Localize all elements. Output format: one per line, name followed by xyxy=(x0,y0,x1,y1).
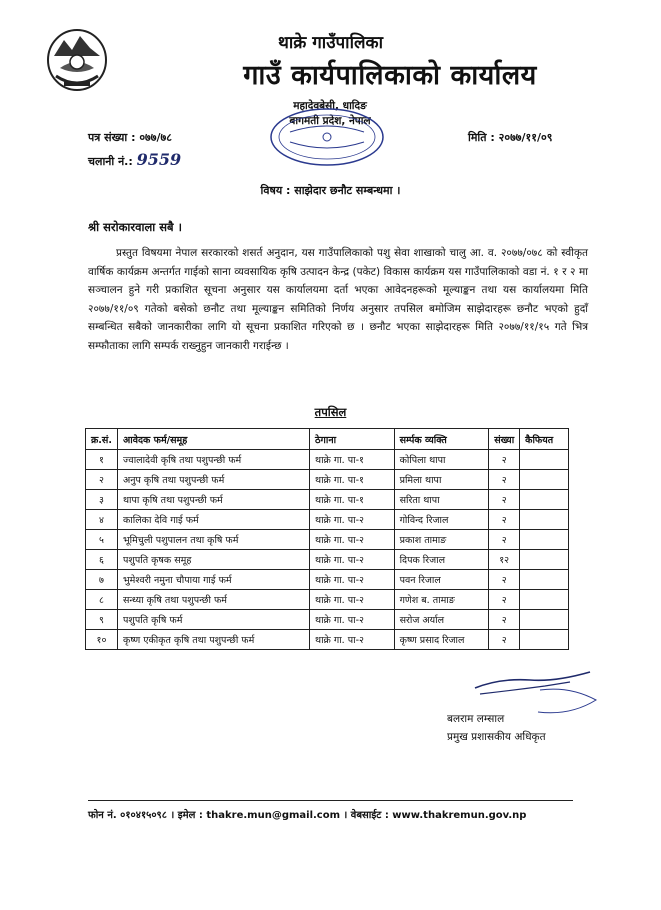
letter-no-label: पत्र संख्या : xyxy=(88,131,136,144)
cell-address: थाक्रे गा. पा-२ xyxy=(310,630,395,650)
table-row xyxy=(86,470,569,490)
header-contact: सर्म्पक व्यक्ति xyxy=(394,429,489,450)
cell-serial: ८ xyxy=(86,590,118,610)
cell-contact: सरिता थापा xyxy=(394,490,489,510)
cell-count: २ xyxy=(489,630,520,650)
table-row xyxy=(86,590,569,610)
cell-applicant: भूमिचुली पशुपालन तथा कृषि फर्म xyxy=(117,530,309,550)
cell-count: १२ xyxy=(489,550,520,570)
header-applicant: आवेदक फर्म/समूह xyxy=(117,429,309,450)
table-title: तपसिल xyxy=(314,405,347,419)
cell-remarks xyxy=(520,550,569,570)
cell-applicant: पशुपति कृषि फर्म xyxy=(117,610,309,630)
cell-contact: दिपक रिजाल xyxy=(394,550,489,570)
address-line-1: महादेवबेसी, धादिङ xyxy=(293,100,367,112)
cell-address: थाक्रे गा. पा-१ xyxy=(310,450,395,470)
cell-applicant: अनुप कृषि तथा पशुपन्छी फर्म xyxy=(117,470,309,490)
cell-applicant: ज्वालादेवी कृषि तथा पशुपन्छी फर्म xyxy=(117,450,309,470)
cell-serial: ५ xyxy=(86,530,118,550)
table-row xyxy=(86,630,569,650)
dispatch-no-label: चलानी नं.: xyxy=(88,155,133,168)
cell-remarks xyxy=(520,530,569,550)
cell-address: थाक्रे गा. पा-१ xyxy=(310,490,395,510)
cell-count: २ xyxy=(489,530,520,550)
cell-contact: पवन रिजाल xyxy=(394,570,489,590)
dispatch-no-value: 9559 xyxy=(136,150,182,169)
header-count: संख्या xyxy=(489,429,520,450)
date-label: मिति : xyxy=(468,131,495,144)
cell-remarks xyxy=(520,630,569,650)
table-row xyxy=(86,550,569,570)
footer-contact: फोन नं. ०१०४१५०९८ । इमेल : thakre.mun@gmail.com । वेबसाईट : www.thakremun.gov.np xyxy=(88,810,527,821)
table-row xyxy=(86,510,569,530)
cell-applicant: भुमेश्वरी नमुना चौपाया गाई फर्म xyxy=(117,570,309,590)
cell-contact: गोविन्द रिजाल xyxy=(394,510,489,530)
cell-count: २ xyxy=(489,450,520,470)
date-value: २०७७/११/०९ xyxy=(498,131,553,144)
cell-serial: ६ xyxy=(86,550,118,570)
cell-remarks xyxy=(520,610,569,630)
cell-address: थाक्रे गा. पा-२ xyxy=(310,530,395,550)
cell-applicant: पशुपति कृषक समूह xyxy=(117,550,309,570)
table-row xyxy=(86,610,569,630)
cell-contact: कोपिला थापा xyxy=(394,450,489,470)
table-row xyxy=(86,450,569,470)
salutation: श्री सरोकारवाला सबै । xyxy=(88,220,182,234)
cell-count: २ xyxy=(489,610,520,630)
cell-remarks xyxy=(520,470,569,490)
office-stamp xyxy=(268,106,386,168)
table-row xyxy=(86,490,569,510)
cell-remarks xyxy=(520,450,569,470)
cell-contact: प्रमिला थापा xyxy=(394,470,489,490)
cell-contact: सरोज अर्याल xyxy=(394,610,489,630)
cell-serial: ७ xyxy=(86,570,118,590)
header-remarks: कैफियत xyxy=(520,429,569,450)
signatory-name: बलराम लम्साल xyxy=(447,713,505,725)
cell-remarks xyxy=(520,570,569,590)
address-line-2: बागमती प्रदेश, नेपाल xyxy=(289,115,371,127)
cell-remarks xyxy=(520,490,569,510)
cell-address: थाक्रे गा. पा-१ xyxy=(310,470,395,490)
cell-serial: १० xyxy=(86,630,118,650)
cell-serial: १ xyxy=(86,450,118,470)
cell-applicant: कालिका देवि गाई फर्म xyxy=(117,510,309,530)
cell-count: २ xyxy=(489,570,520,590)
applicant-table xyxy=(85,428,569,650)
cell-address: थाक्रे गा. पा-२ xyxy=(310,610,395,630)
cell-remarks xyxy=(520,590,569,610)
cell-count: २ xyxy=(489,490,520,510)
letter-no-value: ०७७/७८ xyxy=(139,131,172,144)
cell-contact: कृष्ण प्रसाद रिजाल xyxy=(394,630,489,650)
subject-line: विषय : साझेदार छनौट सम्बन्धमा । xyxy=(260,184,401,197)
cell-count: २ xyxy=(489,590,520,610)
cell-contact: प्रकाश तामाङ xyxy=(394,530,489,550)
cell-serial: ३ xyxy=(86,490,118,510)
cell-address: थाक्रे गा. पा-२ xyxy=(310,570,395,590)
cell-contact: गणेश ब. तामाङ xyxy=(394,590,489,610)
header-serial: क्र.सं. xyxy=(86,429,118,450)
body-paragraph: प्रस्तुत विषयमा नेपाल सरकारको शसर्त अनुदान, यस गाउँपालिकाको पशु सेवा शाखाको चालु आ. व. २०७७/०७८ को स्वीकृत वार्षिक कार्यक्रम अन्तर्गत गाईको साना व्यवसायिक कृषि उत्पादन केन्द्र (पकेट) विकास कार्यक्रम यस गाउँपालिकाको वडा नं. १ र २ मा सञ्चालन हुने गरी प्रकाशित सूचना अनुसार यस कार्यालयमा दर्ता भएका आवेदनहरूको मूल्याङ्कन तथा यस कार्यालयमा मिति २०७७/११/०९ गतेको बसेको छनौट तथा मूल्याङ्कन समितिको निर्णय अनुसार तपसिल बमोजिम साझेदारहरू छनौट भएको हुदाँ सम्बन्धित सबैको जानकारीका लागि यो सूचना प्रकाशित गरिएको छ । छनौट भएका साझेदारहरू मिति २०७७/११/१५ गते भित्र सम्फौताका लागि सम्पर्क राख्नुहुन जानकारी गराईन्छ । xyxy=(88,247,588,352)
cell-remarks xyxy=(520,510,569,530)
table-header-row xyxy=(86,429,569,450)
cell-count: २ xyxy=(489,510,520,530)
signatory-title: प्रमुख प्रशासकीय अधिकृत xyxy=(447,731,546,743)
municipality-name: थाक्रे गाउँपालिका xyxy=(278,33,383,53)
cell-applicant: थापा कृषि तथा पशुपन्छी फर्म xyxy=(117,490,309,510)
cell-serial: २ xyxy=(86,470,118,490)
table-row xyxy=(86,530,569,550)
cell-applicant: कृष्ण एकीकृत कृषि तथा पशुपन्छी फर्म xyxy=(117,630,309,650)
cell-address: थाक्रे गा. पा-२ xyxy=(310,510,395,530)
header-address: ठेगाना xyxy=(310,429,395,450)
cell-applicant: सन्ध्या कृषि तथा पशुपन्छी फर्म xyxy=(117,590,309,610)
cell-address: थाक्रे गा. पा-२ xyxy=(310,590,395,610)
office-title: गाउँ कार्यपालिकाको कार्यालय xyxy=(243,60,537,91)
table-row xyxy=(86,570,569,590)
cell-address: थाक्रे गा. पा-२ xyxy=(310,550,395,570)
cell-count: २ xyxy=(489,470,520,490)
cell-serial: ४ xyxy=(86,510,118,530)
cell-serial: ९ xyxy=(86,610,118,630)
footer-divider xyxy=(88,800,573,801)
